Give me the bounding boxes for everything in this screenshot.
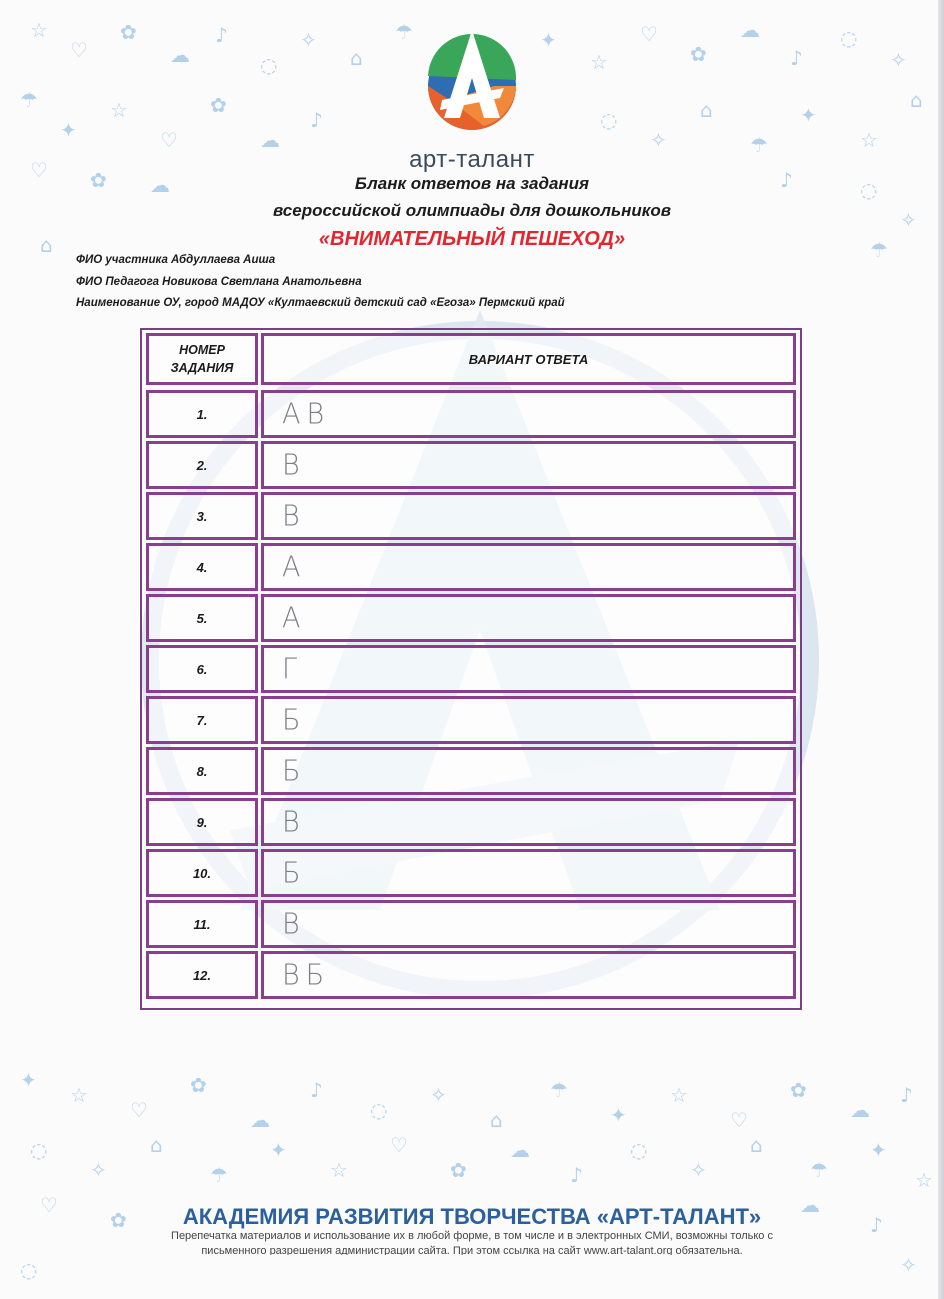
doodle-icon: ♡ [70, 38, 88, 62]
doodle-icon: ♡ [40, 1193, 58, 1217]
doodle-icon: ♡ [730, 1108, 748, 1132]
doodle-icon: ◌ [600, 108, 618, 132]
table-row [146, 747, 796, 795]
table-row [146, 492, 796, 540]
doodle-icon: ✦ [270, 1138, 287, 1162]
answer-cell [261, 492, 796, 540]
doodle-icon: ☁ [850, 1098, 870, 1122]
answer-cell [261, 900, 796, 948]
handwritten-answer: В [282, 448, 306, 482]
doodle-icon: ♡ [30, 158, 48, 182]
form-title-line1: Бланк ответов на задания [354, 174, 590, 193]
footer-academy-title: АКАДЕМИЯ РАЗВИТИЯ ТВОРЧЕСТВА «АРТ-ТАЛАНТ» [182, 1204, 762, 1229]
footer-notice-line2: письменного разрешения администрации сайта. При этом ссылка на сайт www.art-talant.org обязательна. [201, 1245, 743, 1255]
doodle-icon: ✦ [870, 1138, 887, 1162]
table-header-row [146, 333, 796, 385]
answer-cell [261, 645, 796, 693]
form-title-line2: всероссийской олимпиады для дошкольников [272, 201, 672, 220]
doodle-icon: ♡ [160, 128, 178, 152]
handwritten-answer: В [282, 907, 306, 941]
doodle-icon: ♪ [310, 108, 323, 132]
doodle-icon: ✦ [540, 28, 557, 52]
task-number: 5. [146, 594, 258, 642]
teacher-name: ФИО Педагога Новикова Светлана Анатольевна [76, 276, 362, 288]
table-row [146, 594, 796, 642]
task-number: 6. [146, 645, 258, 693]
doodle-icon: ✦ [60, 118, 77, 142]
doodle-icon: ☁ [150, 173, 170, 197]
doodle-icon: ♡ [640, 22, 658, 46]
doodle-icon: ♪ [570, 1163, 583, 1187]
answer-cell [261, 390, 796, 438]
doodle-icon: ◌ [370, 1098, 388, 1122]
doodle-icon: ◌ [630, 1138, 648, 1162]
doodle-icon: ✦ [20, 1068, 37, 1092]
doodle-icon: ✧ [300, 28, 317, 52]
doodle-icon: ✿ [450, 1158, 467, 1182]
doodle-icon: ☂ [210, 1163, 228, 1187]
doodle-icon: ✿ [110, 1208, 127, 1232]
table-row [146, 390, 796, 438]
handwritten-answer: В [282, 805, 306, 839]
task-number: 9. [146, 798, 258, 846]
doodle-icon: ◌ [20, 1258, 38, 1282]
doodle-icon: ✧ [430, 1083, 447, 1107]
header-task-number-line2: ЗАДАНИЯ [170, 361, 234, 375]
header-task-number [146, 333, 258, 385]
handwritten-answer: Б [282, 703, 307, 737]
doodle-icon: ☁ [740, 18, 760, 42]
doodle-icon: ◌ [30, 1138, 48, 1162]
handwritten-answer: Б [282, 856, 307, 890]
doodle-icon: ☁ [250, 1108, 270, 1132]
doodle-icon: ☆ [590, 50, 608, 74]
answer-cell [261, 441, 796, 489]
doodle-icon: ☁ [510, 1138, 530, 1162]
doodle-icon: ⌂ [490, 1108, 503, 1132]
doodle-icon: ☂ [870, 238, 888, 262]
table-row [146, 543, 796, 591]
footer-notice-line1: Перепечатка материалов и использование их в любой форме, в том числе и в электронных СМИ, возможны только с [171, 1230, 773, 1242]
task-number: 3. [146, 492, 258, 540]
doodle-icon: ✿ [190, 1073, 207, 1097]
handwritten-answer: ВБ [282, 958, 331, 992]
table-row [146, 849, 796, 897]
answer-cell [261, 594, 796, 642]
doodle-icon: ✧ [90, 1158, 107, 1182]
task-number: 10. [146, 849, 258, 897]
table-row [146, 441, 796, 489]
answer-cell [261, 696, 796, 744]
task-number: 2. [146, 441, 258, 489]
doodle-icon: ♪ [900, 1083, 913, 1107]
answer-cell [261, 747, 796, 795]
table-row [146, 645, 796, 693]
doodle-icon: ☂ [395, 20, 413, 44]
doodle-icon: ⌂ [40, 233, 53, 257]
handwritten-answer: В [282, 499, 306, 533]
answer-cell [261, 798, 796, 846]
header-answer-variant: ВАРИАНТ ОТВЕТА [261, 333, 796, 385]
doodle-icon: ✧ [890, 48, 907, 72]
organization-name: Наименование ОУ, город МАДОУ «Култаевский детский сад «Егоза» Пермский край [76, 297, 565, 309]
answer-cell [261, 849, 796, 897]
participant-name: ФИО участника Абдуллаева Аиша [76, 254, 276, 266]
doodle-icon: ☆ [330, 1158, 348, 1182]
answer-table [140, 328, 802, 1010]
doodle-icon: ✿ [690, 42, 707, 66]
task-number: 7. [146, 696, 258, 744]
doodle-icon: ♪ [215, 23, 228, 47]
doodle-icon: ✧ [900, 208, 917, 232]
doodle-icon: ⌂ [700, 98, 713, 122]
header-task-number-line1: НОМЕР [179, 343, 225, 357]
art-talant-logo [424, 26, 520, 138]
handwritten-answer: Б [282, 754, 307, 788]
doodle-icon: ⌂ [750, 1133, 763, 1157]
doodle-icon: ☂ [750, 133, 768, 157]
task-number: 11. [146, 900, 258, 948]
doodle-icon: ☆ [915, 1168, 933, 1192]
doodle-icon: ♪ [870, 1213, 883, 1237]
doodle-icon: ♡ [130, 1098, 148, 1122]
handwritten-answer: А [282, 550, 307, 584]
task-number: 1. [146, 390, 258, 438]
task-number: 12. [146, 951, 258, 999]
answer-cell [261, 543, 796, 591]
table-row [146, 798, 796, 846]
doodle-icon: ⌂ [350, 46, 363, 70]
table-row [146, 900, 796, 948]
doodle-icon: ✿ [210, 93, 227, 117]
answer-cell [261, 951, 796, 999]
doodle-icon: ☂ [20, 88, 38, 112]
task-number: 8. [146, 747, 258, 795]
doodle-icon: ◌ [260, 53, 278, 77]
doodle-icon: ♪ [310, 1078, 323, 1102]
doodle-icon: ✦ [800, 103, 817, 127]
doodle-icon: ☆ [670, 1083, 688, 1107]
table-row [146, 951, 796, 999]
doodle-icon: ◌ [840, 26, 858, 50]
doodle-icon: ☁ [170, 43, 190, 67]
doodle-icon: ✧ [650, 128, 667, 152]
doodle-icon: ✿ [790, 1078, 807, 1102]
doodle-icon: ☆ [30, 18, 48, 42]
doodle-icon: ♪ [780, 168, 793, 192]
doodle-icon: ♪ [790, 46, 803, 70]
handwritten-answer: Г [282, 652, 304, 686]
doodle-icon: ✧ [900, 1253, 917, 1277]
doodle-icon: ☁ [260, 128, 280, 152]
doodle-icon: ✿ [90, 168, 107, 192]
table-row [146, 696, 796, 744]
doodle-icon: ◌ [860, 178, 878, 202]
brand-name: арт-талант [409, 146, 535, 173]
doodle-icon: ☆ [110, 98, 128, 122]
task-number: 4. [146, 543, 258, 591]
handwritten-answer: А [282, 601, 307, 635]
olympiad-name: «ВНИМАТЕЛЬНЫЙ ПЕШЕХОД» [318, 228, 626, 250]
doodle-icon: ♡ [390, 1133, 408, 1157]
page-edge [938, 0, 944, 1299]
doodle-icon: ☆ [860, 128, 878, 152]
doodle-icon: ☁ [800, 1193, 820, 1217]
handwritten-answer: АВ [282, 397, 331, 431]
doodle-icon: ☂ [550, 1078, 568, 1102]
doodle-icon: ☆ [70, 1083, 88, 1107]
doodle-icon: ✿ [120, 20, 137, 44]
doodle-icon: ☂ [810, 1158, 828, 1182]
doodle-icon: ✦ [610, 1103, 627, 1127]
doodle-icon: ⌂ [910, 88, 923, 112]
doodle-icon: ✧ [690, 1158, 707, 1182]
doodle-icon: ⌂ [150, 1133, 163, 1157]
